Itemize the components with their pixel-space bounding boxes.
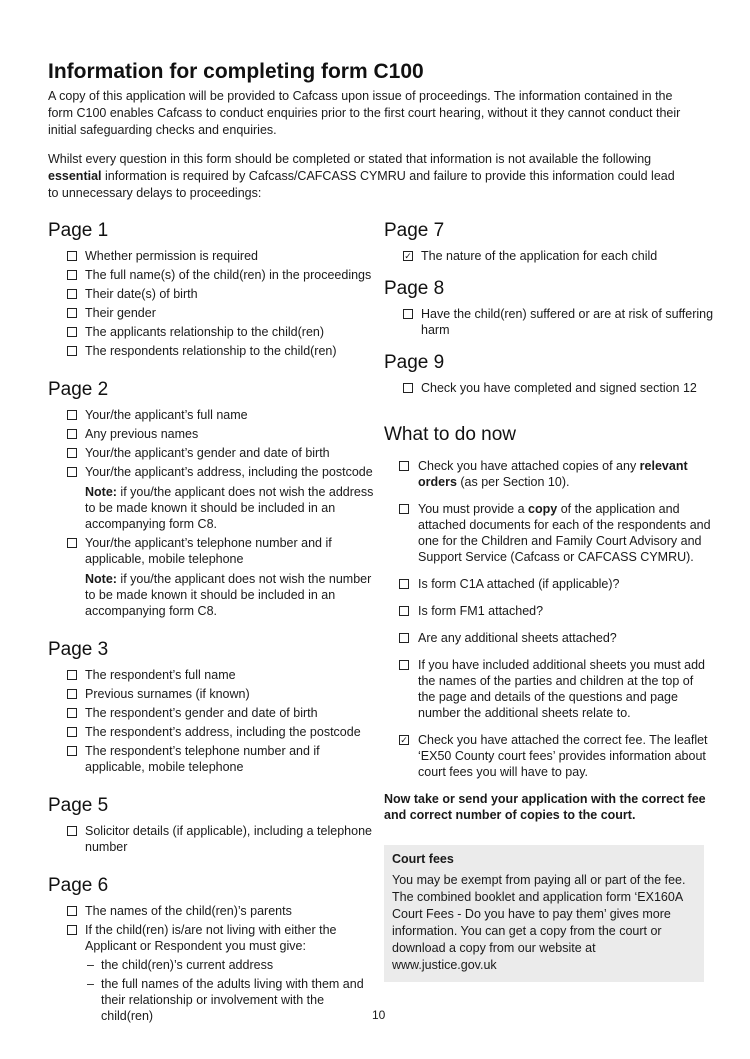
checklist-item xyxy=(48,823,378,855)
checklist-item xyxy=(48,535,378,619)
what-to-do-item xyxy=(384,603,714,619)
checkbox[interactable] xyxy=(67,308,77,318)
item-text: The respondent’s full name xyxy=(85,668,236,682)
checklist-item xyxy=(48,267,378,283)
checkbox[interactable] xyxy=(67,538,77,548)
page-title: Information for completing form C100 xyxy=(48,60,424,83)
checkbox[interactable] xyxy=(399,504,409,514)
note-label: Note: xyxy=(85,485,117,499)
section-heading: Page 3 xyxy=(48,639,109,660)
section-heading: Page 8 xyxy=(384,278,445,299)
item-text: Is form FM1 attached? xyxy=(418,604,544,618)
checkbox[interactable] xyxy=(67,448,77,458)
item-text: Check you have attached the correct fee. The leaflet ‘EX50 County court fees’ provides information about court fees you will have to pay. xyxy=(418,733,708,779)
checklist-item xyxy=(48,903,378,919)
checklist-item xyxy=(48,705,378,721)
item-text: The applicants relationship to the child(ren) xyxy=(85,325,325,339)
checklist-item xyxy=(48,464,378,532)
item-text: The respondent’s gender and date of birth xyxy=(85,706,318,720)
court-fees-heading: Court fees xyxy=(392,852,454,866)
what-to-do-heading: What to do now xyxy=(384,424,517,445)
what-to-do-item xyxy=(384,501,714,565)
court-fees-box xyxy=(384,845,704,982)
checklist xyxy=(48,248,378,359)
item-text: Solicitor details (if applicable), including a telephone number xyxy=(85,824,372,854)
checkbox[interactable] xyxy=(399,461,409,471)
checklist xyxy=(384,248,714,264)
checkbox[interactable] xyxy=(67,251,77,261)
item-text: copy xyxy=(528,502,558,516)
checklist-item xyxy=(48,286,378,302)
what-to-do-item xyxy=(384,630,714,646)
checklist-item xyxy=(48,724,378,740)
checkbox[interactable] xyxy=(67,925,77,935)
item-text: The nature of the application for each child xyxy=(421,249,658,263)
item-text: (as per Section 10). xyxy=(456,475,570,489)
checkbox[interactable] xyxy=(67,708,77,718)
checklist xyxy=(48,903,378,1024)
note-label: Note: xyxy=(85,572,117,586)
checklist-item xyxy=(48,407,378,423)
left-column xyxy=(48,202,378,1027)
checkbox[interactable] xyxy=(67,346,77,356)
intro-text: information is required by Cafcass/CAFCASS CYMRU and failure to provide this information could lead to unnecessary delays to proceedings: xyxy=(48,169,675,200)
item-text: Have the child(ren) suffered or are at risk of suffering harm xyxy=(421,307,714,337)
item-text: Your/the applicant’s address, including the postcode xyxy=(85,465,373,479)
note-text: if you/the applicant does not wish the address to be made known it should be included in an accompanying form C8. xyxy=(85,485,374,531)
intro-text: Whilst every question in this form should be completed or stated that information is not available the following xyxy=(48,152,652,166)
checkbox[interactable] xyxy=(67,289,77,299)
intro-essential-paragraph xyxy=(48,151,688,202)
section-heading: Page 1 xyxy=(48,220,109,241)
item-text: If you have included additional sheets you must add the names of the parties and children at the top of the page and details of the questions and page number the additional sheets relate to. xyxy=(418,658,705,720)
checklist xyxy=(48,407,378,619)
checkbox[interactable] xyxy=(403,309,413,319)
item-text: The respondents relationship to the child(ren) xyxy=(85,344,337,358)
item-text: If the child(ren) is/are not living with either the Applicant or Respondent you must give: xyxy=(85,923,337,953)
checkbox[interactable] xyxy=(67,467,77,477)
checklist xyxy=(384,306,714,338)
checklist-item xyxy=(48,248,378,264)
item-text: You must provide a xyxy=(418,502,529,516)
right-column xyxy=(384,202,714,982)
checklist xyxy=(48,667,378,775)
checklist-item xyxy=(48,686,378,702)
checkbox[interactable] xyxy=(67,727,77,737)
what-to-do-item xyxy=(384,657,714,721)
checkbox[interactable] xyxy=(399,633,409,643)
checklist-item xyxy=(48,426,378,442)
checklist-item xyxy=(48,667,378,683)
what-to-do-item xyxy=(384,732,714,780)
checkbox[interactable] xyxy=(67,689,77,699)
checkbox[interactable]: ✓ xyxy=(400,735,408,745)
item-text: Your/the applicant’s telephone number and if applicable, mobile telephone xyxy=(85,536,332,566)
checkbox[interactable] xyxy=(67,670,77,680)
item-text: Your/the applicant’s full name xyxy=(85,408,248,422)
section-heading: Page 2 xyxy=(48,379,109,400)
page-number: 10 xyxy=(372,1008,386,1022)
checklist-item xyxy=(48,305,378,321)
item-text: relevant orders xyxy=(418,459,688,489)
item-text: Is form C1A attached (if applicable)? xyxy=(418,577,620,591)
item-text: Check you have attached copies of any xyxy=(418,459,640,473)
checklist-item xyxy=(48,324,378,340)
checklist-item xyxy=(384,380,714,396)
checkbox[interactable] xyxy=(67,746,77,756)
note xyxy=(85,571,378,619)
item-text: The names of the child(ren)’s parents xyxy=(85,904,292,918)
what-to-do-list xyxy=(384,458,714,780)
intro-emphasis: essential xyxy=(48,169,102,183)
section-heading: Page 7 xyxy=(384,220,445,241)
checklist xyxy=(48,823,378,855)
checkbox[interactable] xyxy=(67,270,77,280)
checkbox[interactable] xyxy=(403,383,413,393)
checklist-item xyxy=(48,445,378,461)
item-text: Your/the applicant’s gender and date of birth xyxy=(85,446,330,460)
checklist-item xyxy=(48,743,378,775)
intro-paragraph: A copy of this application will be provided to Cafcass upon issue of proceedings. The information contained in the form C100 enables Cafcass to conduct enquiries prior to the first court hearing, without it they cannot conduct their initial safeguarding checks and enquiries. xyxy=(48,89,681,137)
item-text: The respondent’s address, including the postcode xyxy=(85,725,361,739)
item-text: of the application and attached documents for each of the respondents and one for the Children and Family Court Advisory and Support Service (Cafcass or CAFCASS CYMRU). xyxy=(418,502,711,564)
sub-item: – the full names of the adults living with them and their relationship or involvement with the child(ren) xyxy=(85,976,378,1024)
checklist xyxy=(384,380,714,396)
section-heading: Page 9 xyxy=(384,352,445,373)
checkbox[interactable] xyxy=(67,906,77,916)
note-text: if you/the applicant does not wish the number to be made known it should be included in an accompanying form C8. xyxy=(85,572,372,618)
checkbox[interactable] xyxy=(67,327,77,337)
what-to-do-item xyxy=(384,576,714,592)
checkbox[interactable] xyxy=(399,660,409,670)
sub-item: – the child(ren)’s current address xyxy=(85,957,378,973)
checklist-item xyxy=(48,922,378,1024)
section-heading: Page 6 xyxy=(48,875,109,896)
checklist-item xyxy=(384,306,714,338)
item-text: Any previous names xyxy=(85,427,199,441)
item-text: Previous surnames (if known) xyxy=(85,687,250,701)
checklist-item xyxy=(384,248,714,264)
item-text: Whether permission is required xyxy=(85,249,258,263)
checkbox[interactable] xyxy=(67,410,77,420)
section-heading: Page 5 xyxy=(48,795,109,816)
item-text: Check you have completed and signed section 12 xyxy=(421,381,697,395)
checklist-item xyxy=(48,343,378,359)
closing-instruction: Now take or send your application with the correct fee and correct number of copies to the court. xyxy=(384,792,706,822)
note xyxy=(85,484,378,532)
checkbox[interactable] xyxy=(399,606,409,616)
checkbox[interactable] xyxy=(67,429,77,439)
what-to-do-item xyxy=(384,458,714,490)
checkbox[interactable]: ✓ xyxy=(404,251,412,261)
checkbox[interactable] xyxy=(67,826,77,836)
item-text: Their gender xyxy=(85,306,156,320)
item-text: Are any additional sheets attached? xyxy=(418,631,617,645)
item-text: The full name(s) of the child(ren) in the proceedings xyxy=(85,268,372,282)
item-text: The respondent’s telephone number and if applicable, mobile telephone xyxy=(85,744,320,774)
checkbox[interactable] xyxy=(399,579,409,589)
court-fees-body: You may be exempt from paying all or part of the fee. The combined booklet and application form ‘EX160A Court Fees - Do you have to pay them’ gives more information. You can get a copy from the court or download a copy from our website at www.justice.gov.uk xyxy=(392,873,686,972)
item-text: Their date(s) of birth xyxy=(85,287,198,301)
